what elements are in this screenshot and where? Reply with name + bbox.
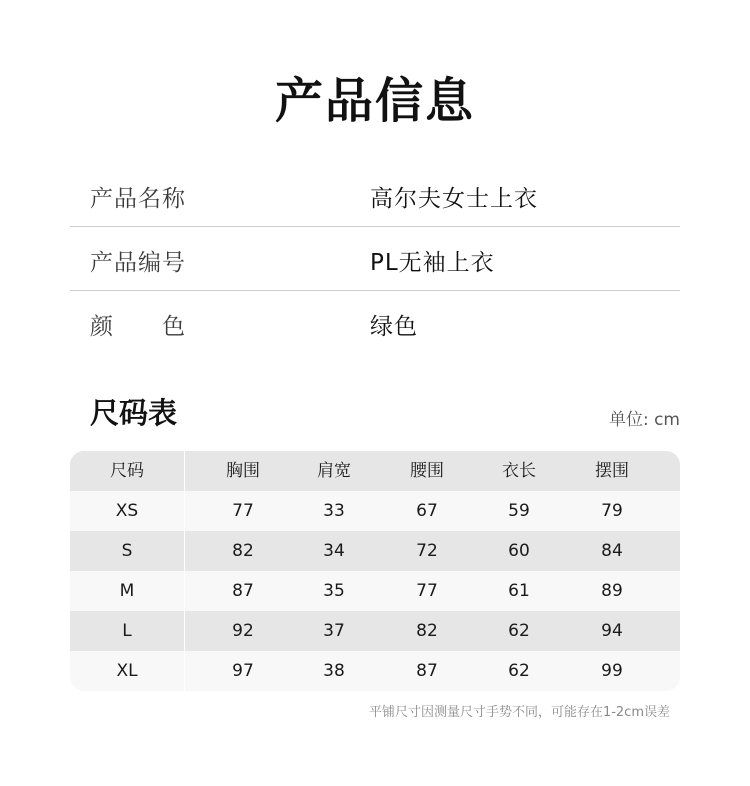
table-cell: 79 — [601, 501, 623, 521]
table-cell: 77 — [232, 501, 254, 521]
table-cell: 84 — [601, 541, 623, 561]
table-cell: 89 — [601, 581, 623, 601]
table-cell: 34 — [323, 541, 345, 561]
table-cell: 61 — [508, 581, 530, 601]
table-cell: 38 — [323, 661, 345, 681]
table-header-cell: 腰围 — [410, 461, 444, 481]
table-row — [70, 651, 680, 691]
table-cell: 62 — [508, 661, 530, 681]
info-value: PL无袖上衣 — [370, 250, 495, 276]
table-cell: 37 — [323, 621, 345, 641]
table-cell: 35 — [323, 581, 345, 601]
table-row — [70, 491, 680, 531]
table-cell: 99 — [601, 661, 623, 681]
info-value: 高尔夫女士上衣 — [370, 186, 538, 212]
size-chart-title: 尺码表 — [90, 396, 178, 430]
table-cell: 82 — [416, 621, 438, 641]
page-title: 产品信息 — [274, 73, 475, 129]
table-header-cell: 衣长 — [502, 461, 536, 481]
info-label: 产品名称 — [90, 186, 186, 212]
info-row-name — [70, 162, 680, 227]
table-cell: XL — [116, 661, 138, 681]
table-header-cell: 肩宽 — [317, 461, 351, 481]
table-cell: 72 — [416, 541, 438, 561]
table-cell: 67 — [416, 501, 438, 521]
table-header-row — [70, 451, 680, 491]
table-header-cell: 尺码 — [110, 461, 144, 481]
info-label — [90, 308, 186, 341]
unit-label: 单位: cm — [608, 410, 680, 430]
info-row-code — [70, 226, 680, 291]
table-cell: 97 — [232, 661, 254, 681]
table-cell: 77 — [416, 581, 438, 601]
table-row — [70, 531, 680, 571]
info-label: 产品编号 — [90, 250, 186, 276]
table-cell: 94 — [601, 621, 623, 641]
table-cell: 87 — [232, 581, 254, 601]
table-cell: S — [121, 541, 133, 561]
table-cell: 59 — [508, 501, 530, 521]
table-cell: L — [122, 621, 132, 641]
info-label-char: 颜 — [90, 314, 114, 340]
table-cell: XS — [115, 501, 139, 521]
column-divider — [184, 451, 185, 691]
info-value: 绿色 — [370, 314, 418, 340]
table-cell: 87 — [416, 661, 438, 681]
table-header-cell: 胸围 — [226, 461, 260, 481]
table-header-cell: 摆围 — [595, 461, 629, 481]
table-cell: 62 — [508, 621, 530, 641]
table-cell: M — [119, 581, 135, 601]
table-cell: 92 — [232, 621, 254, 641]
size-table — [70, 451, 680, 691]
table-cell: 60 — [508, 541, 530, 561]
info-label-char: 色 — [162, 314, 186, 340]
table-cell: 82 — [232, 541, 254, 561]
table-row — [70, 611, 680, 651]
table-cell: 33 — [323, 501, 345, 521]
measurement-note: 平铺尺寸因测量尺寸手势不同，可能存在1-2cm误差 — [368, 705, 670, 720]
table-row — [70, 571, 680, 611]
info-row-color — [70, 290, 680, 354]
